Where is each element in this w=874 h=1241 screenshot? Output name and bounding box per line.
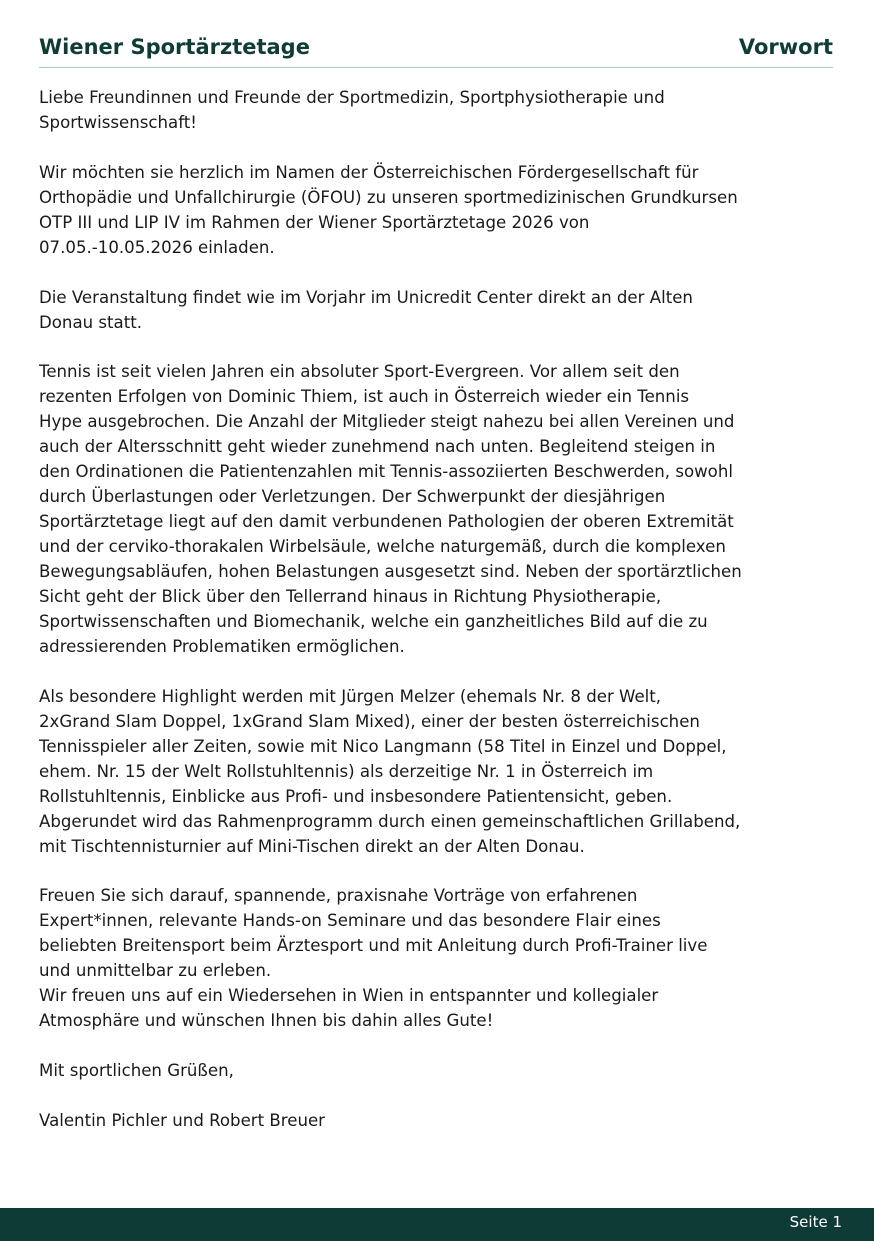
text-line: Sicht geht der Blick über den Tellerrand hinaus in Richtung Physiotherapie,	[39, 587, 662, 607]
text-line: Tennisspieler aller Zeiten, sowie mit Nico Langmann (58 Titel in Einzel und Doppel,	[39, 736, 727, 756]
paragraph-greeting	[39, 86, 839, 136]
text-line: Als besondere Highlight werden mit Jürgen Melzer (ehemals Nr. 8 der Welt,	[39, 686, 662, 706]
paragraph-tennis	[39, 360, 839, 659]
text-line: Sportwissenschaften und Biomechanik, welche ein ganzheitliches Bild auf die zu	[39, 611, 708, 631]
text-line: Donau statt.	[39, 312, 143, 332]
text-line: Bewegungsabläufen, hohen Belastungen ausgesetzt sind. Neben der sportärztlichen	[39, 562, 742, 582]
text-line: Abgerundet wird das Rahmenprogramm durch einen gemeinschaftlichen Grillabend,	[39, 811, 741, 831]
text-line: Mit sportlichen Grüßen,	[39, 1061, 234, 1081]
paragraph-closing	[39, 884, 839, 1034]
text-line: Freuen Sie sich darauf, spannende, praxisnahe Vorträge von erfahrenen	[39, 886, 638, 906]
page-header	[39, 33, 833, 68]
text-line: Valentin Pichler und Robert Breuer	[39, 1110, 326, 1130]
text-line: Hype ausgebrochen. Die Anzahl der Mitglieder steigt nahezu bei allen Vereinen und	[39, 412, 735, 432]
document-title: Wiener Sportärztetage	[39, 35, 310, 59]
text-line: adressierenden Problematiken ermöglichen.	[39, 636, 405, 656]
text-line: Rollstuhltennis, Einblicke aus Profi- und insbesondere Patientensicht, geben.	[39, 786, 673, 806]
text-line: und der cerviko-thorakalen Wirbelsäule, welche naturgemäß, durch die komplexen	[39, 537, 726, 557]
text-line: Liebe Freundinnen und Freunde der Sportmedizin, Sportphysiotherapie und	[39, 88, 665, 107]
page-footer	[0, 1208, 874, 1241]
text-line: beliebten Breitensport beim Ärztesport und mit Anleitung durch Profi-Trainer live	[39, 936, 708, 956]
section-title: Vorwort	[738, 35, 833, 59]
text-line: den Ordinationen die Patientenzahlen mit Tennis-assoziierten Beschwerden, sowohl	[39, 462, 733, 482]
text-line: ehem. Nr. 15 der Welt Rollstuhltennis) als derzeitige Nr. 1 in Österreich im	[39, 761, 654, 781]
text-line: auch der Altersschnitt geht wieder zunehmend nach unten. Begleitend steigen in	[39, 437, 716, 457]
text-line: 07.05.-10.05.2026 einladen.	[39, 237, 275, 257]
text-line: Wir freuen uns auf ein Wiedersehen in Wien in entspannter und kollegialer	[39, 986, 659, 1006]
text-line: Sportwissenschaft!	[39, 112, 197, 132]
paragraph-venue	[39, 286, 839, 336]
text-line: rezenten Erfolgen von Dominic Thiem, ist auch in Österreich wieder ein Tennis	[39, 387, 690, 407]
text-line: 2xGrand Slam Doppel, 1xGrand Slam Mixed), einer der besten österreichischen	[39, 711, 700, 731]
text-line: Tennis ist seit vielen Jahren ein absoluter Sport-Evergreen. Vor allem seit den	[39, 362, 680, 382]
paragraph-signature	[39, 1109, 839, 1134]
text-line: Die Veranstaltung findet wie im Vorjahr im Unicredit Center direkt an der Alten	[39, 287, 693, 307]
paragraph-highlights	[39, 685, 839, 860]
text-line: Atmosphäre und wünschen Ihnen bis dahin alles Gute!	[39, 1011, 494, 1031]
letter-body	[39, 86, 839, 1134]
text-line: und unmittelbar zu erleben.	[39, 961, 272, 981]
text-line: Sportärztetage liegt auf den damit verbundenen Pathologien der oberen Extremität	[39, 512, 734, 532]
paragraph-salutation	[39, 1059, 839, 1084]
page-number: Seite 1	[789, 1213, 842, 1231]
text-line: durch Überlastungen oder Verletzungen. Der Schwerpunkt der diesjährigen	[39, 487, 666, 507]
text-line: OTP III und LIP IV im Rahmen der Wiener Sportärztetage 2026 von	[39, 212, 590, 232]
text-line: mit Tischtennisturnier auf Mini-Tischen direkt an der Alten Donau.	[39, 836, 585, 856]
text-line: Wir möchten sie herzlich im Namen der Österreichischen Fördergesellschaft für	[39, 162, 699, 182]
paragraph-invitation	[39, 161, 839, 261]
text-line: Orthopädie und Unfallchirurgie (ÖFOU) zu unseren sportmedizinischen Grundkursen	[39, 187, 738, 207]
text-line: Expert*innen, relevante Hands-on Seminare und das besondere Flair eines	[39, 911, 661, 931]
